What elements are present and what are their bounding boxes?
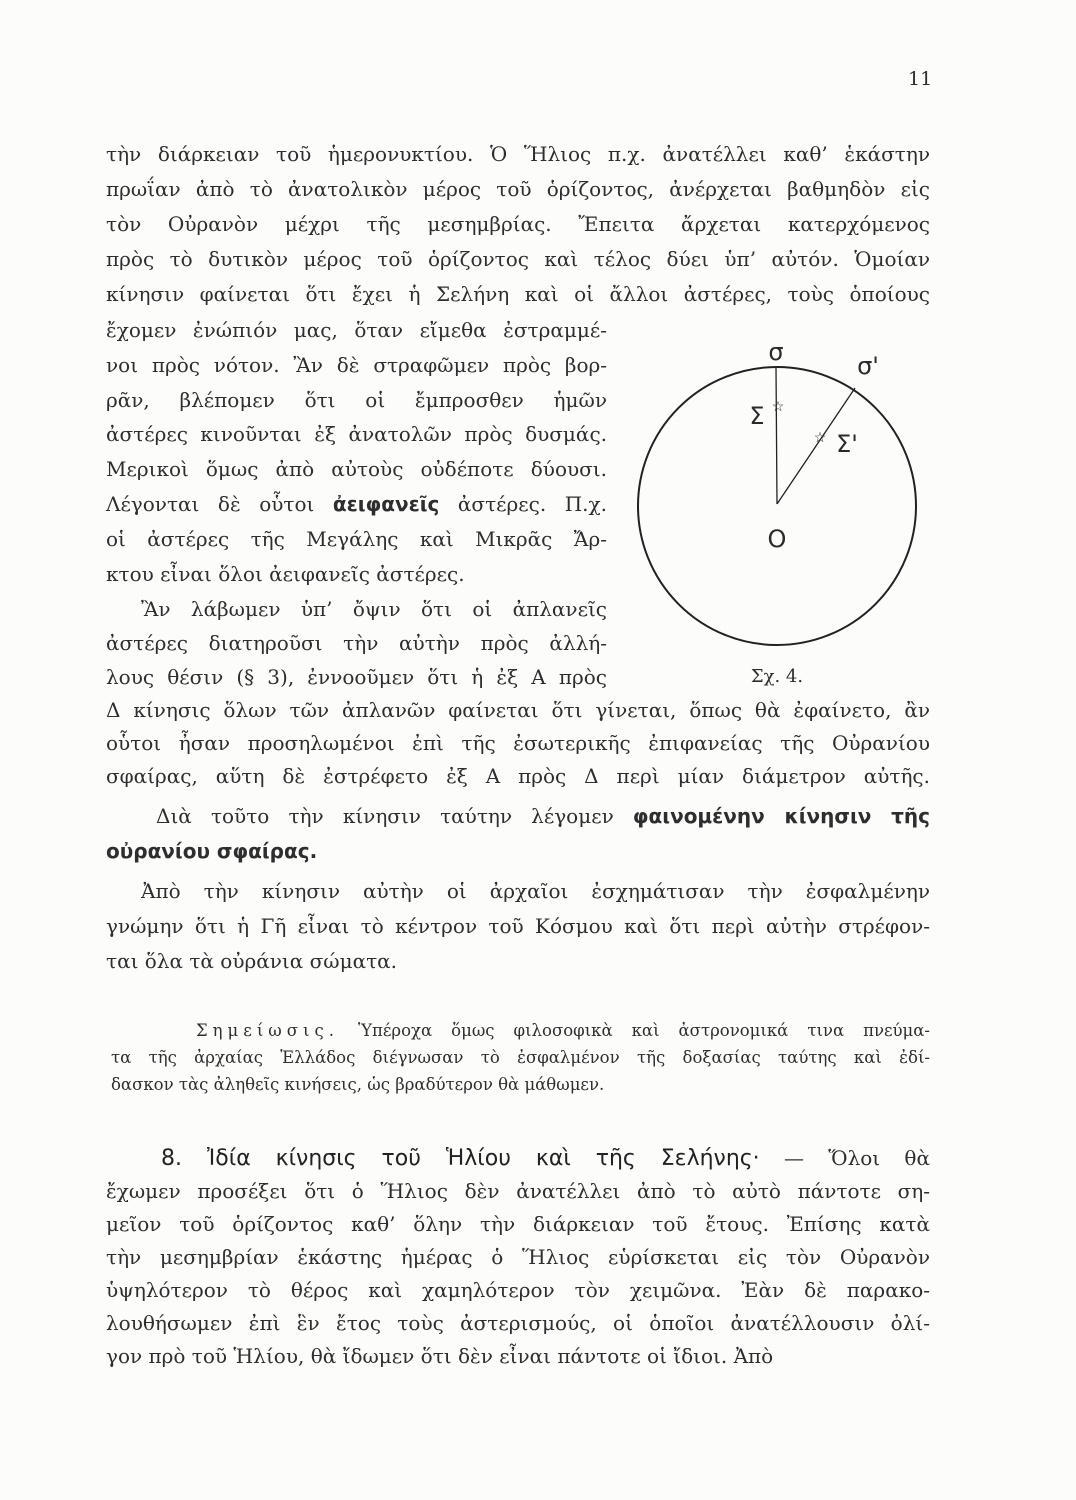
text-segment: τὴν μεσημβρίαν ἑκάστης ἡμέρας ὁ Ἥλιος εὑρίσκεται εἰς τὸν Οὐρανὸν — [106, 1245, 930, 1269]
page-number: 11 — [908, 68, 933, 90]
label-center: Ο — [767, 525, 787, 553]
star-prime-icon: ☆ — [813, 430, 827, 446]
text-segment: Μερικοὶ ὅμως ἀπὸ αὐτοὺς οὐδέποτε δύουσι. — [106, 457, 607, 481]
label-star: Σ — [749, 402, 765, 430]
text-segment: ἀστέρες. Π.χ. — [439, 492, 607, 516]
text-segment: Διὰ τοῦτο τὴν κίνησιν ταύτην λέγομεν — [156, 804, 633, 828]
text-segment: κτου εἶναι ὅλοι ἀειφανεῖς ἀστέρες. — [106, 562, 465, 586]
label-sigma-prime: σ' — [857, 352, 879, 380]
text-segment: λουθήσωμεν ἐπὶ ἓν ἔτος τοὺς ἀστερισμούς, οἱ ὁποῖοι ἀνατέλλουσιν ὀλί- — [106, 1311, 930, 1335]
text-segment: ἔχομεν ἐνώπιόν μας, ὅταν εἴμεθα ἐστραμμέ- — [106, 318, 607, 342]
figure-caption: Σχ. 4. — [750, 666, 804, 687]
text-segment: λους θέσιν (§ 3), ἐννοοῦμεν ὅτι ἡ ἐξ Α πρὸς — [106, 665, 607, 689]
text-segment: Ἂν λάβωμεν ὑπ’ ὄψιν ὅτι οἱ ἀπλανεῖς — [141, 597, 607, 621]
text-segment: νοι πρὸς νότον. Ἂν δὲ στραφῶμεν πρὸς βορ- — [106, 353, 607, 377]
text-segment: Ὑπέροχα ὅμως φιλοσοφικὰ καὶ ἀστρονομικά τινα πνεύμα- — [338, 1021, 930, 1040]
text-segment: ὑψηλότερον τὸ θέρος καὶ χαμηλότερον τὸν χειμῶνα. Ἐὰν δὲ παρακο- — [106, 1278, 930, 1302]
text-segment: μεῖον τοῦ ὁρίζοντος καθ’ ὅλην τὴν διάρκειαν τοῦ ἔτους. Ἐπίσης κατὰ — [106, 1212, 930, 1236]
text-segment: ἀστέρες κινοῦνται ἐξ ἀνατολῶν πρὸς δυσμάς. — [106, 422, 607, 446]
text-segment: δασκον τὰς ἀληθεῖς κινήσεις, ὡς βραδύτερον θὰ μάθωμεν. — [111, 1075, 605, 1094]
text-segment: — Ὅλοι θὰ — [759, 1146, 930, 1170]
section-heading: 8. Ἰδία κίνησις τοῦ Ἡλίου καὶ τῆς Σελήνης· — [161, 1146, 760, 1171]
text-segment: ἀστέρες διατηροῦσι τὴν αὐτὴν πρὸς ἀλλή- — [106, 631, 607, 655]
label-star-prime: Σ' — [836, 430, 858, 458]
text-segment: ται ὅλα τὰ οὐράνια σώματα. — [106, 949, 397, 973]
text-segment: πρὸς τὸ δυτικὸν μέρος τοῦ ὁρίζοντος καὶ τέλος δύει ὑπ’ αὐτόν. Ὁμοίαν — [106, 247, 930, 271]
text-segment: Λέγονται δὲ οὗτοι — [106, 492, 333, 516]
radius-line-sigma — [776, 367, 777, 504]
emphasized-term: ἀειφανεῖς — [332, 492, 440, 516]
text-segment: οὗτοι ἦσαν προσηλωμένοι ἐπὶ τῆς ἐσωτερικῆς ἐπιφανείας τῆς Οὐρανίου — [106, 731, 930, 755]
text-segment: Ἀπὸ τὴν κίνησιν αὐτὴν οἱ ἀρχαῖοι ἐσχημάτισαν τὴν ἐσφαλμένην — [141, 879, 930, 903]
text-segment: τα τῆς ἀρχαίας Ἑλλάδος διέγνωσαν τὸ ἐσφαλμένον τῆς δοξασίας ταύτης καὶ ἐδί- — [111, 1048, 930, 1067]
text-segment: τὸν Οὐρανὸν μέχρι τῆς μεσημβρίας. Ἔπειτα ἄρχεται κατερχόμενος — [106, 212, 930, 236]
text-segment: γνώμην ὅτι ἡ Γῆ εἶναι τὸ κέντρον τοῦ Κόσμου καὶ ὅτι περὶ αὐτὴν στρέφον- — [106, 914, 930, 938]
text-segment: σφαίρας, αὕτη δὲ ἐστρέφετο ἐξ Α πρὸς Δ περὶ μίαν διάμετρον αὐτῆς. — [106, 764, 930, 788]
text-segment: οἱ ἀστέρες τῆς Μεγάλης καὶ Μικρᾶς Ἄρ- — [106, 527, 607, 551]
text-segment: τὴν διάρκειαν τοῦ ἡμερονυκτίου. Ὁ Ἥλιος π.χ. ἀνατέλλει καθ’ ἑκάστην — [106, 142, 930, 166]
text-segment: κίνησιν φαίνεται ὅτι ἔχει ἡ Σελήνη καὶ οἱ ἄλλοι ἀστέρες, τοὺς ὁποίους — [106, 282, 930, 306]
label-sigma: σ — [768, 338, 784, 366]
text-segment: ρᾶν, βλέπομεν ὅτι οἱ ἔμπροσθεν ἡμῶν — [106, 388, 607, 412]
note-label: Σημείωσις. — [196, 1021, 339, 1040]
text-segment: Δ κίνησις ὅλων τῶν ἀπλανῶν φαίνεται ὅτι γίνεται, ὅπως θὰ ἐφαίνετο, ἂν — [106, 698, 930, 722]
text-segment: πρωΐαν ἀπὸ τὸ ἀνατολικὸν μέρος τοῦ ὁρίζοντος, ἀνέρχεται βαθμηδὸν εἰς — [106, 177, 930, 201]
emphasized-term: οὐρανίου σφαίρας. — [106, 839, 318, 863]
text-segment: γον πρὸ τοῦ Ἡλίου, θὰ ἴδωμεν ὅτι δὲν εἶναι πάντοτε οἱ ἴδιοι. Ἀπὸ — [106, 1344, 774, 1368]
emphasized-term: φαινομένην κίνησιν τῆς — [632, 804, 930, 828]
text-segment: ἔχωμεν προσέξει ὅτι ὁ Ἥλιος δὲν ἀνατέλλει ἀπὸ τὸ αὐτὸ πάντοτε ση- — [106, 1179, 930, 1203]
star-icon: ☆ — [771, 399, 785, 415]
